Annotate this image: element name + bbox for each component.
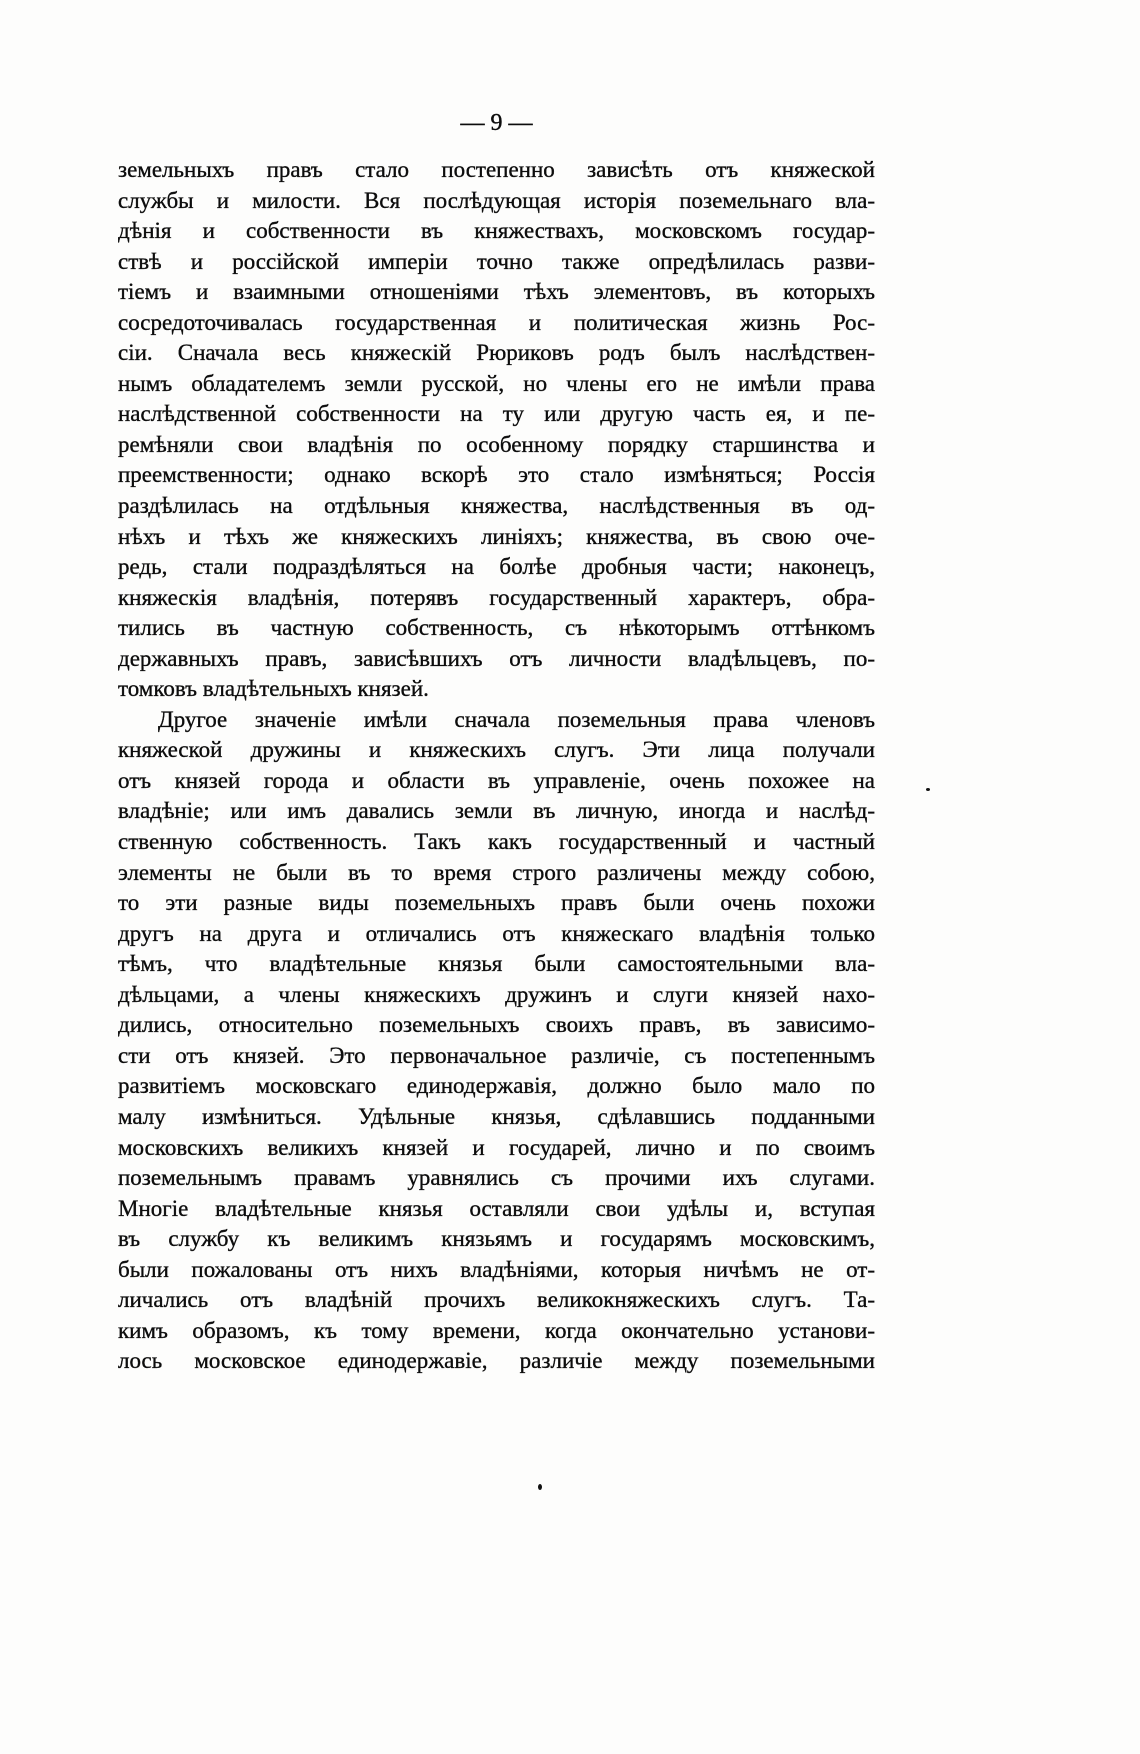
text-line: земельныхъ правъ стало постепенно зависѣть отъ княжеской <box>118 157 875 182</box>
text-line: дѣнія и собственности въ княжествахъ, московскомъ государ- <box>118 218 875 244</box>
text-line: нымъ обладателемъ земли русской, но члены его не имѣли права <box>118 370 875 396</box>
text-line: княжеской дружины и княжескихъ слугъ. Эти лица получали <box>118 737 875 763</box>
text-line: Многіе владѣтельные князья оставляли свои удѣлы и, вступая <box>118 1195 875 1221</box>
text-line: ствѣ и россійской имперіи точно также опредѣлилась разви- <box>118 248 875 274</box>
text-line: нѣхъ и тѣхъ же княжескихъ линіяхъ; княжества, въ свою оче- <box>118 523 875 549</box>
text-line: княжескія владѣнія, потерявъ государственный характеръ, обра- <box>118 584 875 610</box>
text-line: раздѣлилась на отдѣльныя княжества, наслѣдственныя въ од- <box>118 493 875 519</box>
ink-speck <box>538 1484 542 1490</box>
text-line: Другое значеніе имѣли сначала поземельныя права членовъ <box>158 706 875 732</box>
text-line: ремѣняли свои владѣнія по особенному порядку старшинства и <box>118 431 875 457</box>
text-line: томковъ владѣтельныхъ князей. <box>118 676 429 702</box>
text-line: владѣніе; или имъ давались земли въ личную, иногда и наслѣд- <box>118 798 875 824</box>
text-line: отъ князей города и области въ управленіе, очень похожее на <box>118 767 875 793</box>
text-line: дились, относительно поземельныхъ своихъ правъ, въ зависимо- <box>118 1012 875 1038</box>
text-line: тились въ частную собственность, съ нѣкоторымъ оттѣнкомъ <box>118 615 875 641</box>
text-line: сіи. Сначала весь княжескій Рюриковъ родъ былъ наслѣдствен- <box>118 340 875 366</box>
paragraph-2 <box>118 705 875 1377</box>
text-line: личались отъ владѣній прочихъ великокняжескихъ слугъ. Та- <box>118 1287 875 1313</box>
text-line: поземельнымъ правамъ уравнялись съ прочими ихъ слугами. <box>118 1165 875 1191</box>
text-line: лось московское единодержавіе, различіе между поземельными <box>118 1348 875 1374</box>
text-line: тѣмъ, что владѣтельные князья были самостоятельными вла- <box>118 951 875 977</box>
text-line: наслѣдственной собственности на ту или другую часть ея, и пе- <box>118 401 875 427</box>
text-line: кимъ образомъ, къ тому времени, когда окончательно установи- <box>118 1317 875 1343</box>
text-line: ственную собственность. Такъ какъ государственный и частный <box>118 829 875 855</box>
text-line: преемственности; однако вскорѣ это стало измѣняться; Россія <box>118 462 875 488</box>
paragraph-1 <box>118 155 875 705</box>
text-line: тіемъ и взаимными отношеніями тѣхъ элементовъ, въ которыхъ <box>118 279 875 305</box>
text-line: сосредоточивалась государственная и политическая жизнь Рос- <box>118 309 875 335</box>
text-line: въ службу къ великимъ князьямъ и государямъ московскимъ, <box>118 1226 875 1252</box>
ink-speck <box>926 788 930 791</box>
text-line: другъ на друга и отличались отъ княжескаго владѣнія только <box>118 920 875 946</box>
text-line: малу измѣниться. Удѣльные князья, сдѣлавшись подданными <box>118 1103 875 1129</box>
body-text <box>118 155 875 1377</box>
text-line: были пожалованы отъ нихъ владѣніями, которыя ничѣмъ не от- <box>118 1256 875 1282</box>
text-line: московскихъ великихъ князей и государей, лично и по своимъ <box>118 1134 875 1160</box>
page-number: — 9 — <box>460 110 533 136</box>
text-line: дѣльцами, а члены княжескихъ дружинъ и слуги князей нахо- <box>118 981 875 1007</box>
text-line: редь, стали подраздѣляться на болѣе дробныя части; наконецъ, <box>118 554 875 580</box>
text-line: державныхъ правъ, зависѣвшихъ отъ личности владѣльцевъ, по- <box>118 645 875 671</box>
text-line: то эти разные виды поземельныхъ правъ были очень похожи <box>118 890 875 916</box>
text-line: сти отъ князей. Это первоначальное различіе, съ постепеннымъ <box>118 1042 875 1068</box>
text-line: элементы не были въ то время строго различены между собою, <box>118 859 875 885</box>
text-line: развитіемъ московскаго единодержавія, должно было мало по <box>118 1073 875 1099</box>
text-line: службы и милости. Вся послѣдующая исторія поземельнаго вла- <box>118 187 875 213</box>
